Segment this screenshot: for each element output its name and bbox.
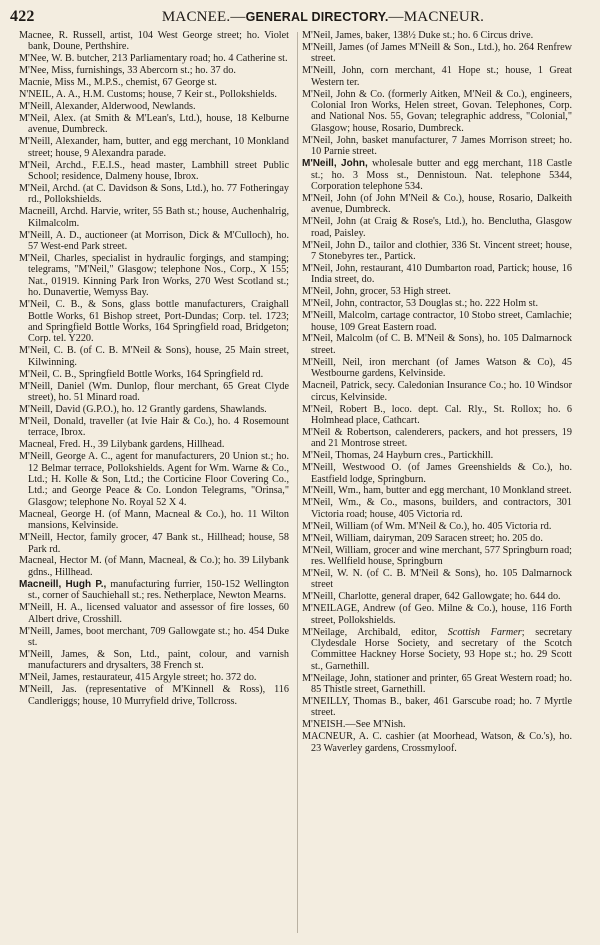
directory-entry: M'Neil, W. N. (of C. B. M'Neil & Sons), ho. 105 Dalmarnock street	[302, 567, 572, 591]
directory-entry: M'Neill, John, wholesale butter and egg merchant, 118 Castle st.; ho. 3 Moss st., Dennistoun. Nat. telephone 5344, Corporation telephone 534.	[302, 158, 572, 192]
directory-entry: M'Neil, Wm., & Co., masons, builders, and contractors, 301 Victoria road; house, 405 Victoria rd.	[302, 497, 572, 520]
directory-entry: M'Neil, C. B., Springfield Bottle Works, 164 Springfield rd.	[19, 368, 264, 380]
running-head-right: MACNEUR.	[403, 9, 485, 25]
directory-entry: M'Neil, John, basket manufacturer, 7 James Morrison street; ho. 10 Parnie street.	[302, 134, 572, 158]
directory-entry: M'Neil, C. B., & Sons, glass bottle manufacturers, Craighall Bottle Works, 61 Bishop street, Port-Dundas; Corp. tel. 1723; and Springfield Bottle Works, 164 Springfield road, Bridgeton; Corp. tel. Y220.	[19, 299, 289, 345]
directory-entry: M'Neill, David (G.P.O.), ho. 12 Grantly gardens, Shawlands.	[19, 404, 267, 415]
directory-entry: M'Neil, John, contractor, 53 Douglas st.; ho. 222 Holm st.	[302, 298, 539, 310]
directory-entry: M'Neil, John (of John M'Neil & Co.), house, Rosario, Dalkeith avenue, Dumbreck.	[302, 192, 572, 216]
directory-entry: M'Neil, Donald, traveller (at Ivie Hair & Co.), ho. 4 Rosemount terrace, Ibrox.	[19, 415, 289, 439]
directory-entry: M'Neill, Malcolm, cartage contractor, 10 Stobo street, Camlachie; house, 109 Great Eastern road.	[302, 310, 572, 333]
directory-entry: M'Neil, Thomas, 24 Hayburn cres., Partickhill.	[302, 450, 494, 462]
directory-entry: M'Neill, Wm., ham, butter and egg merchant, 10 Monkland street.	[302, 485, 572, 497]
directory-entry: M'Neil, John, restaurant, 410 Dumbarton road, Partick; house, 16 India street, do.	[302, 262, 572, 286]
directory-entry: M'Neil, Charles, specialist in hydraulic forgings, and stamping; telegrams, "M'Neil," Glasgow; telephone Nos., Corp., X 155; Nat., 01919. Kinning Park Iron Works, 270 West Scotland st.; ho. Dunavertie, Wemyss Bay.	[19, 253, 289, 299]
directory-entry: M'NEISH.—See M'Nish.	[302, 719, 406, 731]
running-head: MACNEE.—GENERAL DIRECTORY.—MACNEUR.	[161, 9, 485, 25]
directory-entry: M'Neill, Jas. (representative of M'Kinnell & Ross), 116 Candleriggs; house, 10 Murryfield drive, Tollcross.	[19, 684, 289, 707]
running-head-left: MACNEE.	[161, 9, 231, 25]
directory-entry: M'Neilage, Archibald, editor, Scottish Farmer; secretary Clydesdale Horse Society, and secretary of the Scotch Committee Hackney Horse Society, 93 Hope st.; ho. 29 Scott st., Garnethill.	[302, 626, 572, 672]
directory-entry: M'Neill, Daniel (Wm. Dunlop, flour merchant, 65 Great Clyde street), ho. 51 Minard road.	[19, 380, 289, 404]
directory-entry: M'Neil, John D., tailor and clothier, 336 St. Vincent street; house, 7 Stonebyres ter., Partick.	[302, 239, 572, 263]
entry-name-bold: Macneill, Hugh P.,	[19, 578, 107, 590]
directory-entry: M'Nee, Miss, furnishings, 33 Abercorn st.; ho. 37 do.	[19, 65, 236, 77]
directory-entry: M'Neil, Malcolm (of C. B. M'Neil & Sons), ho. 105 Dalmarnock street.	[302, 333, 572, 356]
directory-entry: Macnee, R. Russell, artist, 104 West George street; ho. Violet bank, Doune, Perthshire.	[19, 30, 289, 53]
directory-entry: M'Neil, William, grocer and wine merchant, 577 Springburn road; res. Wellfield house, Springburn	[302, 544, 572, 567]
directory-entry: M'Neill, A. D., auctioneer (at Morrison, Dick & M'Culloch), ho. 57 West-end Park street.	[19, 229, 289, 253]
directory-entry: M'Neil, Archd., F.E.I.S., head master, Lambhill street Public School; residence, Dalmeny house, Ibrox.	[19, 159, 289, 183]
directory-entry: M'Neil, James, baker, 138½ Duke st.; ho. 6 Circus drive.	[302, 30, 534, 41]
directory-entry: M'Neil, C. B. (of C. B. M'Neil & Sons), house, 25 Main street, Kilwinning.	[19, 345, 289, 368]
directory-entry: M'NEILAGE, Andrew (of Geo. Milne & Co.), house, 116 Forth street, Pollokshields.	[302, 603, 572, 626]
entry-name-bold: M'Neill, John,	[302, 158, 368, 170]
directory-entry: MACNEUR, A. C. cashier (at Moorhead, Watson, & Co.'s), ho. 23 Waverley gardens, Crossmyloof.	[302, 731, 572, 754]
directory-entry: M'Neill, Alexander, Alderwood, Newlands.	[19, 101, 196, 113]
directory-entry: N'NEIL, A. A., H.M. Customs; house, 7 Keir st., Pollokshields.	[19, 89, 277, 101]
directory-entry: Macneill, Archd. Harvie, writer, 55 Bath st.; house, Auchenhalrig, Kilmalcolm.	[19, 206, 289, 229]
directory-entry: M'Nee, W. B. butcher, 213 Parliamentary road; ho. 4 Catherine st.	[19, 53, 288, 65]
directory-entry: Macneal, Hector M. (of Mann, Macneal, & Co.); ho. 39 Lilybank gdns., Hillhead.	[19, 555, 289, 578]
directory-entry: M'Neill, Charlotte, general draper, 642 Gallowgate; ho. 644 do.	[302, 591, 561, 603]
directory-entry: M'NEILLY, Thomas B., baker, 461 Garscube road; ho. 7 Myrtle street.	[302, 696, 572, 719]
directory-entry: M'Neill, Neil, iron merchant (of James Watson & Co), 45 Westbourne gardens, Kelvinside.	[302, 356, 572, 380]
directory-entry: M'Neil, Archd. (at C. Davidson & Sons, Ltd.), ho. 77 Fotheringay rd., Pollokshields.	[19, 182, 289, 206]
directory-entry: M'Neill, Alexander, ham, butter, and egg merchant, 10 Monkland street; house, 9 Alexandra parade.	[19, 136, 289, 159]
directory-entry: M'Neil & Robertson, calenderers, packers, and hot pressers, 19 and 21 Montrose street.	[302, 426, 572, 450]
directory-entry: M'Neil, John, grocer, 53 High street.	[302, 286, 451, 298]
directory-entry: M'Neil, William (of Wm. M'Neil & Co.), ho. 405 Victoria rd.	[302, 520, 552, 532]
running-head-center: GENERAL DIRECTORY.	[245, 10, 389, 24]
left-column	[19, 30, 289, 707]
page-number: 422	[10, 8, 35, 25]
directory-entry: M'Neil, John & Co. (formerly Aitken, M'Neil & Co.), engineers, Colonial Iron Works, Helen street, Govan. Telephones, Corp. and National Nos. 55, Govan; telegraphic address, "Colonial," Glasgow; house, Rosario, Dumbreck.	[302, 88, 572, 134]
directory-entry: M'Neill, Hector, family grocer, 47 Bank st., Hillhead; house, 58 Park rd.	[19, 532, 289, 555]
directory-entry: M'Neil, William, dairyman, 209 Saracen street; ho. 205 do.	[302, 532, 543, 544]
directory-entry: Macnie, Miss M., M.P.S., chemist, 67 George st.	[19, 77, 217, 89]
column-divider	[297, 32, 298, 933]
page-header	[10, 8, 572, 30]
directory-entry: M'Neill, James, & Son, Ltd., paint, colour, and varnish manufacturers and drysalters, 38 French st.	[19, 648, 289, 672]
directory-entry: Macneal, George H. (of Mann, Macneal & Co.), ho. 11 Wilton mansions, Kelvinside.	[19, 508, 289, 532]
directory-entry: M'Neill, H. A., licensed valuator and assessor of fire losses, 60 Albert drive, Crosshill.	[19, 602, 289, 625]
directory-entry: Macneill, Hugh P., manufacturing furrier, 150-152 Wellington st., corner of Sauchiehall st.; res. Netherplace, Newton Mearns.	[19, 578, 289, 602]
directory-entry: M'Neill, James (of James M'Neill & Son., Ltd.), ho. 264 Renfrew street.	[302, 41, 572, 65]
directory-entry: M'Neill, James, boot merchant, 709 Gallowgate st.; ho. 454 Duke st.	[19, 625, 289, 648]
directory-entry: M'Neill, George A. C., agent for manufacturers, 20 Union st.; ho. 12 Belmar terrace, Pollokshields. Agent for Wm. Warne & Co., Ltd.; H. Kolle & Son, Ltd.; the Corticine Floor Covering Co., Ltd.; and George Peace & Co. London Telegrams, "Orinsa," Glasgow; telephone No. Royal 52 X 4.	[19, 451, 289, 508]
right-column	[302, 30, 572, 755]
publication-title: Scottish Farmer	[447, 626, 522, 638]
directory-entry: M'Neill, Westwood O. (of James Greenshields & Co.), ho. Eastfield lodge, Springburn.	[302, 462, 572, 485]
directory-entry: M'Neill, John, corn merchant, 41 Hope st.; house, 1 Great Western ter.	[302, 65, 572, 88]
directory-entry: M'Neil, Alex. (at Smith & M'Lean's, Ltd.), house, 18 Kelburne avenue, Dumbreck.	[19, 112, 289, 136]
directory-entry: M'Neil, Robert B., loco. dept. Cal. Rly., St. Rollox; ho. 6 Holmhead place, Cathcart.	[302, 403, 572, 426]
directory-entry: M'Neil, John (at Craig & Rose's, Ltd.), ho. Benclutha, Glasgow road, Paisley.	[302, 216, 572, 239]
directory-entry: Macneal, Fred. H., 39 Lilybank gardens, Hillhead.	[19, 439, 225, 451]
directory-entry: Macneil, Patrick, secy. Caledonian Insurance Co.; ho. 10 Windsor circus, Kelvinside.	[302, 380, 572, 403]
directory-entry: M'Neil, James, restaurateur, 415 Argyle street; ho. 372 do.	[19, 672, 257, 684]
directory-entry: M'Neilage, John, stationer and printer, 65 Great Western road; ho. 85 Thistle street, Garnethill.	[302, 672, 572, 696]
